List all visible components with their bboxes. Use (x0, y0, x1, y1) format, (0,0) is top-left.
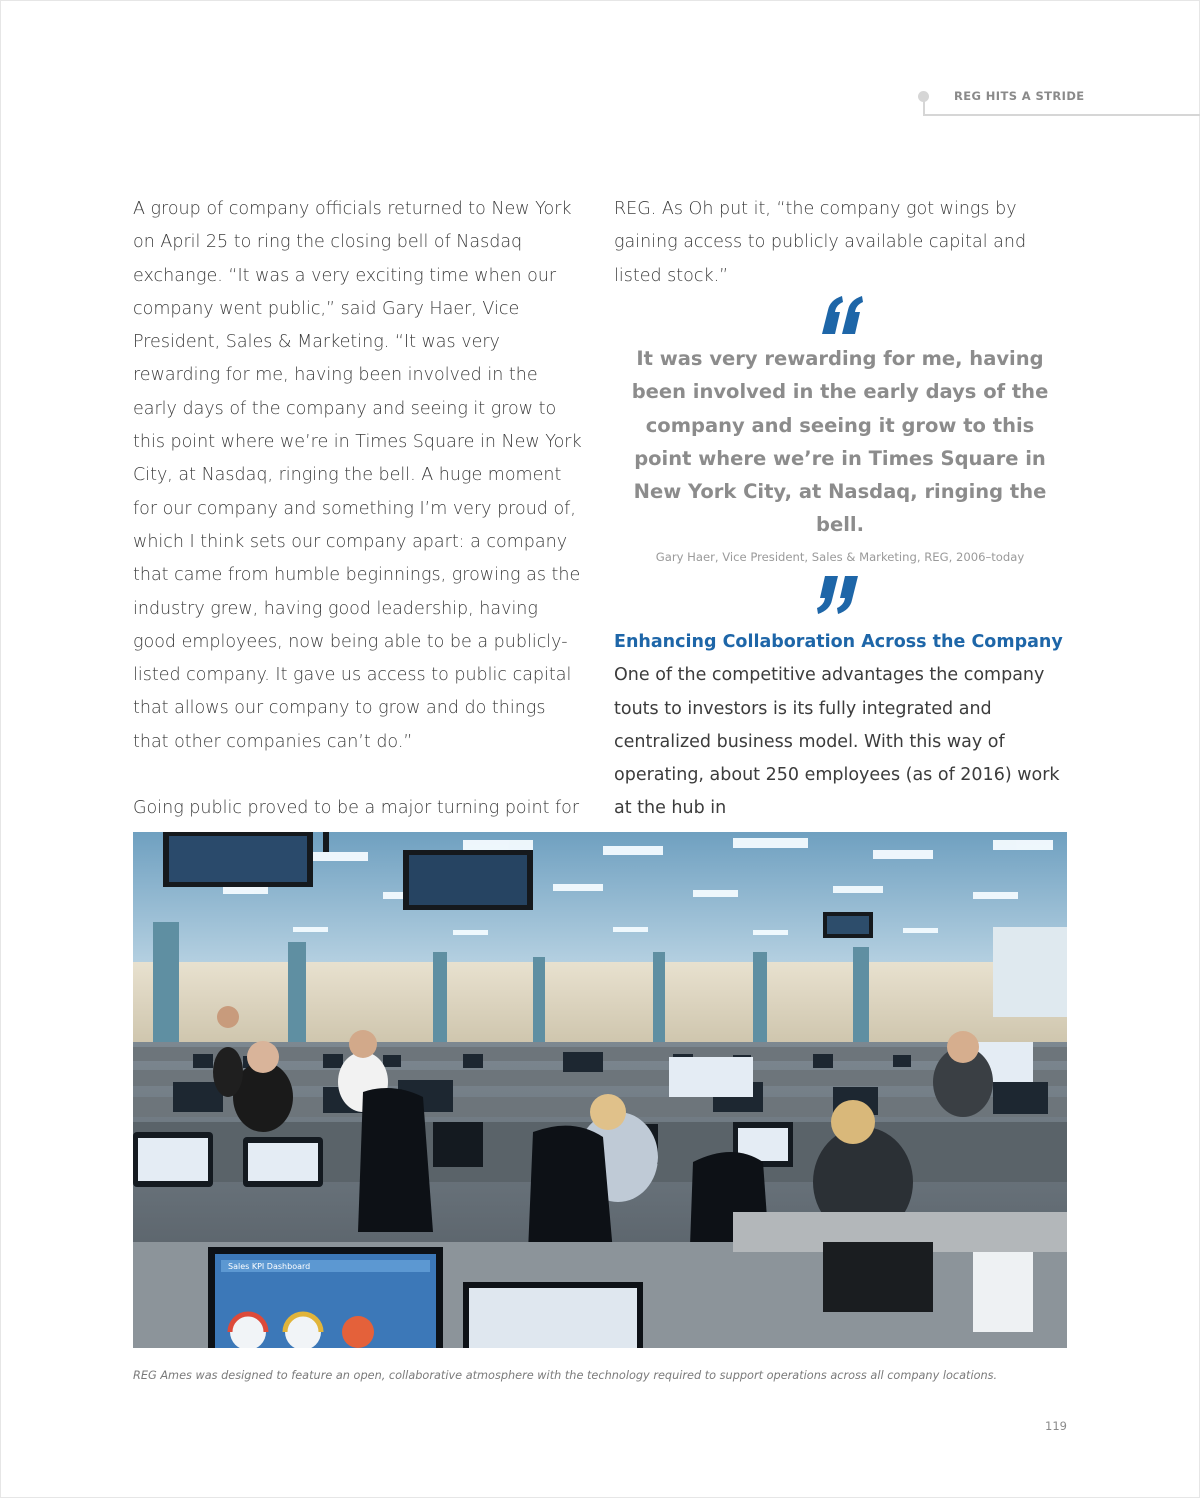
open-quote-icon (816, 296, 864, 334)
pull-quote-attribution: Gary Haer, Vice President, Sales & Marketing, REG, 2006–today (655, 549, 1025, 564)
left-column (133, 193, 583, 826)
running-header (918, 88, 1200, 118)
running-title: REG HITS A STRIDE (954, 89, 1085, 103)
pull-quote-text: It was very rewarding for me, having been involved in the early days of the company and seeing it grow to this point where we’re in Times Square in New York City, at Nasdaq, ringing the bell. (631, 347, 1049, 537)
right-column (614, 193, 1068, 293)
left-paragraph-2: Going public proved to be a major turning point for (133, 798, 580, 819)
section-block (614, 626, 1066, 826)
office-photo-illustration (133, 832, 1067, 1348)
page-number: 119 (1045, 1419, 1067, 1433)
section-heading: Enhancing Collaboration Across the Company (614, 632, 1063, 652)
header-rule-horizontal (923, 114, 1200, 116)
close-quote-icon (816, 576, 864, 614)
right-paragraph-1: REG. As Oh put it, “the company got wings by gaining access to publicly available capital and listed stock.” (614, 199, 1027, 286)
photo-caption: REG Ames was designed to feature an open, collaborative atmosphere with the technology required to support operations across all company locations. (133, 1369, 998, 1382)
pull-quote (614, 296, 1066, 614)
section-paragraph: One of the competitive advantages the company touts to investors is its fully integrated and centralized business model. With this way of operating, about 250 employees (as of 2016) work at the hub in (614, 665, 1060, 819)
monitor-title: Sales KPI Dashboard (228, 1262, 311, 1271)
left-paragraph-1: A group of company officials returned to New York on April 25 to ring the closing bell of Nasdaq exchange. “It was a very exciting time when our company went public,” said Gary Haer, Vice President, Sales & Marketing. “It was very rewarding for me, having been involved in the early days of the company and seeing it grow to this point where we’re in Times Square in New York City, at Nasdaq, ringing the bell. A huge moment for our company and something I’m very proud of, which I think sets our company apart: a company that came from humble beginnings, growing as the industry grew, having good leadership, having good employees, now being able to be a publicly-listed company. It gave us access to public capital that allows our company to grow and do things that other companies can’t do.” (133, 199, 582, 752)
office-photo (133, 832, 1067, 1348)
